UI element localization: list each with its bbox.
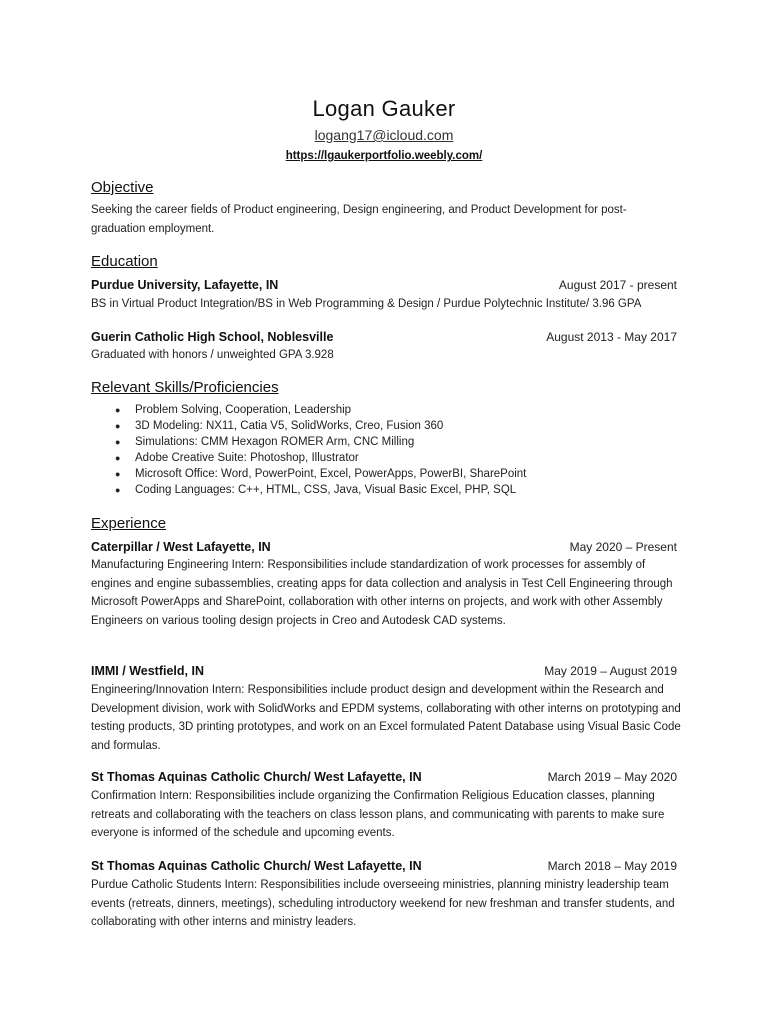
experience-employer: IMMI / Westfield, IN — [91, 664, 204, 678]
skills-list-item: ● Simulations: CMM Hexagon ROMER Arm, CNC Milling — [115, 436, 415, 448]
experience-heading: Experience — [91, 515, 167, 532]
portfolio-link[interactable]: https://lgaukerportfolio.weebly.com/ — [285, 150, 483, 162]
skills-list-item: ● Adobe Creative Suite: Photoshop, Illustrator — [115, 452, 359, 464]
bullet-icon: ● — [115, 453, 121, 463]
experience-employer: St Thomas Aquinas Catholic Church/ West Lafayette, IN — [91, 859, 422, 873]
experience-dates: May 2019 – August 2019 — [544, 664, 677, 678]
bullet-icon: ● — [115, 405, 121, 415]
education-heading: Education — [91, 253, 158, 270]
experience-description: Engineering/Innovation Intern: Responsibilities include product design and development within the Research and Development division, work with SolidWorks and EPDM systems, collaborating with other interns on prototyping and testing products, 3D printing prototypes, and work on an Excel formulated Patent Database using Visual Basic Code and formulas. — [91, 684, 681, 752]
education-entry-header — [91, 328, 677, 346]
skills-list-item: ● Problem Solving, Cooperation, Leadership — [115, 404, 352, 416]
experience-description: Manufacturing Engineering Intern: Responsibilities include standardization of work processes for assembly of engines and engine subassemblies, creating apps for data collection and analysis in Test Cell Engineering through Microsoft PowerApps and SharePoint, collaboration with other interns on projects, and work with other Assembly Engineers on various tooling design projects in Creo and Autodesk CAD systems. — [91, 559, 673, 627]
education-dates: August 2017 - present — [558, 278, 677, 292]
experience-description: Confirmation Intern: Responsibilities include organizing the Confirmation Religious Education classes, planning retreats and collaborating with the teachers on class lesson plans, and communicating with parents to make sure everyone is informed of the schedule and upcoming events. — [91, 790, 665, 840]
candidate-name: Logan Gauker — [312, 96, 456, 121]
education-entry-header — [91, 276, 677, 294]
education-institution: Purdue University, Lafayette, IN — [91, 278, 279, 292]
bullet-icon: ● — [115, 469, 121, 479]
experience-dates: March 2018 – May 2019 — [547, 859, 677, 873]
experience-employer: Caterpillar / West Lafayette, IN — [91, 540, 271, 554]
education-detail: BS in Virtual Product Integration/BS in Web Programming & Design / Purdue Polytechnic Institute/ 3.96 GPA — [91, 298, 642, 310]
skills-heading: Relevant Skills/Proficiencies — [91, 379, 279, 396]
experience-description: Purdue Catholic Students Intern: Responsibilities include overseeing ministries, planning ministry leadership team events (retreats, dinners, meetings), scheduling introductory weekend for new freshman and transfer students, and collaborating with other interns and ministry leaders. — [91, 879, 675, 929]
resume-header — [0, 96, 768, 164]
experience-employer: St Thomas Aquinas Catholic Church/ West Lafayette, IN — [91, 770, 422, 784]
experience-entry-header — [91, 662, 677, 680]
bullet-icon: ● — [115, 485, 121, 495]
skills-list-item: ● 3D Modeling: NX11, Catia V5, SolidWorks, Creo, Fusion 360 — [115, 420, 444, 432]
skills-list-item: ● Coding Languages: C++, HTML, CSS, Java, Visual Basic Excel, PHP, SQL — [115, 484, 517, 496]
experience-dates: March 2019 – May 2020 — [547, 770, 677, 784]
education-dates: August 2013 - May 2017 — [546, 330, 677, 344]
bullet-icon: ● — [115, 437, 121, 447]
bullet-icon: ● — [115, 421, 121, 431]
skills-list-item: ● Microsoft Office: Word, PowerPoint, Excel, PowerApps, PowerBI, SharePoint — [115, 468, 527, 480]
experience-entry-header — [91, 768, 677, 786]
education-institution: Guerin Catholic High School, Noblesville — [91, 330, 334, 344]
skills-list — [91, 402, 526, 498]
email-link[interactable]: logang17@icloud.com — [314, 127, 454, 143]
experience-entry-header — [91, 857, 677, 875]
objective-text: Seeking the career fields of Product engineering, Design engineering, and Product Development for post-graduation employment. — [91, 204, 627, 235]
education-detail: Graduated with honors / unweighted GPA 3.928 — [91, 349, 334, 361]
experience-dates: May 2020 – Present — [569, 540, 677, 554]
experience-entry-header — [91, 538, 677, 556]
objective-heading: Objective — [91, 179, 154, 196]
